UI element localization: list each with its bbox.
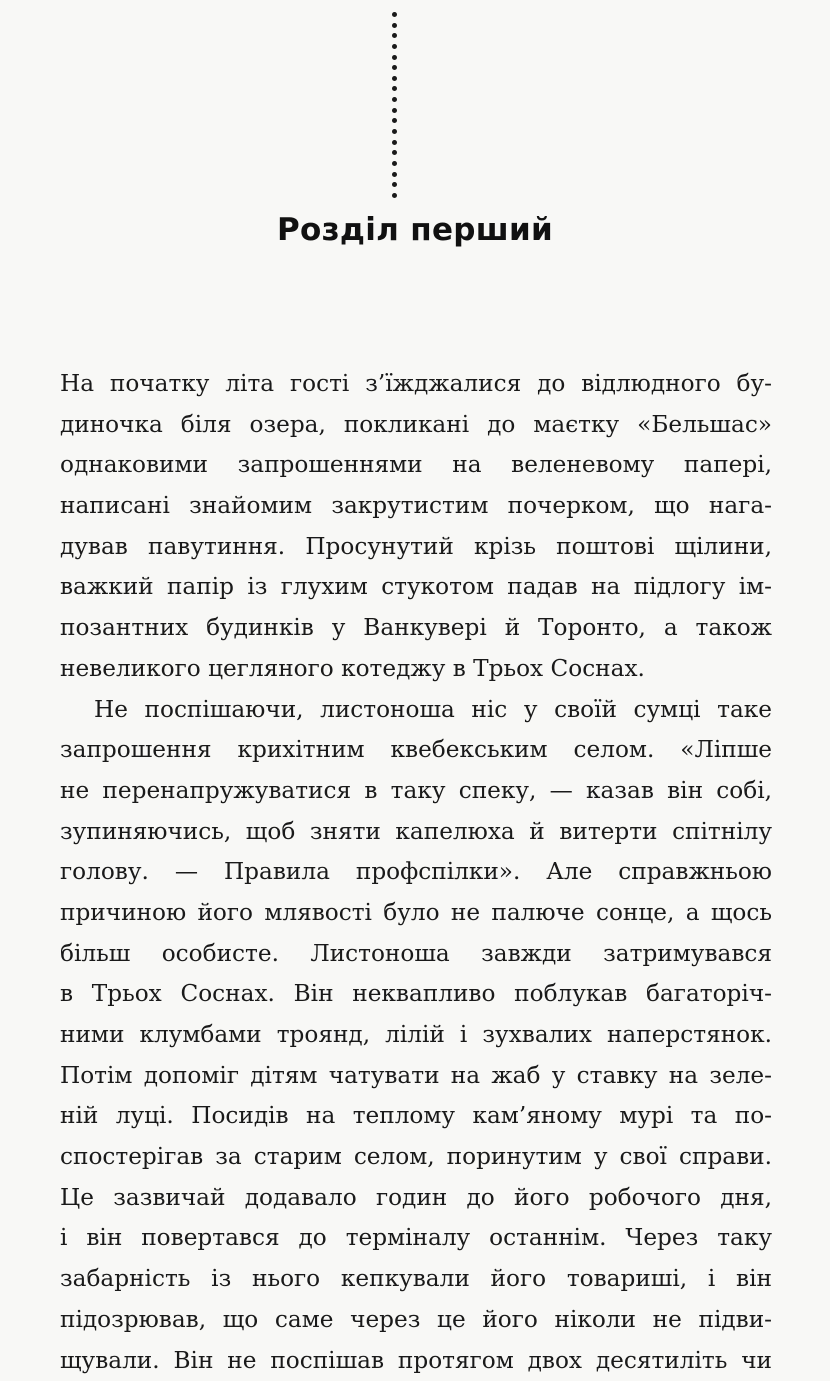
text-line: ними клумбами троянд, лілій і зухвалих наперстянок. <box>60 1015 772 1056</box>
text-line: написані знайомим закрутистим почерком, що нага- <box>60 486 772 527</box>
text-line: диночка біля озера, покликані до маєтку «Бельшас» <box>60 405 772 446</box>
dotted-ornament <box>388 12 400 198</box>
text-line: і він повертався до терміналу останнім. Через таку <box>60 1218 772 1259</box>
text-line: невеликого цегляного котеджу в Трьох Соснах. <box>60 649 772 690</box>
text-line: важкий папір із глухим стукотом падав на підлогу ім- <box>60 567 772 608</box>
text-line: запрошення крихітним квебекським селом. «Ліпше <box>60 730 772 771</box>
text-line: щували. Він не поспішав протягом двох десятиліть чи <box>60 1341 772 1381</box>
text-line: причиною його млявості було не палюче сонце, а щось <box>60 893 772 934</box>
text-line: ній луці. Посидів на теплому кам’яному мурі та по- <box>60 1096 772 1137</box>
chapter-title: Розділ перший <box>0 212 830 248</box>
text-line: позантних будинків у Ванкувері й Торонто, а також <box>60 608 772 649</box>
text-line: спостерігав за старим селом, поринутим у свої справи. <box>60 1137 772 1178</box>
text-line: в Трьох Соснах. Він неквапливо поблукав багаторіч- <box>60 974 772 1015</box>
text-line: На початку літа гості з’їжджалися до відлюдного бу- <box>60 364 772 405</box>
text-line: однаковими запрошеннями на веленевому папері, <box>60 445 772 486</box>
text-line: забарність із нього кепкували його товариші, і він <box>60 1259 772 1300</box>
text-line: Це зазвичай додавало годин до його робочого дня, <box>60 1178 772 1219</box>
text-line: зупиняючись, щоб зняти капелюха й витерти спітнілу <box>60 812 772 853</box>
text-line: дував павутиння. Просунутий крізь поштові щілини, <box>60 527 772 568</box>
text-line: голову. — Правила профспілки». Але справжньою <box>60 852 772 893</box>
text-line: більш особисте. Листоноша завжди затримувався <box>60 934 772 975</box>
text-line: Не поспішаючи, листоноша ніс у своїй сумці таке <box>60 690 772 731</box>
body-text <box>60 364 772 1381</box>
text-line: Потім допоміг дітям чатувати на жаб у ставку на зеле- <box>60 1056 772 1097</box>
text-line: не перенапружуватися в таку спеку, — казав він собі, <box>60 771 772 812</box>
text-line: підозрював, що саме через це його ніколи не підви- <box>60 1300 772 1341</box>
